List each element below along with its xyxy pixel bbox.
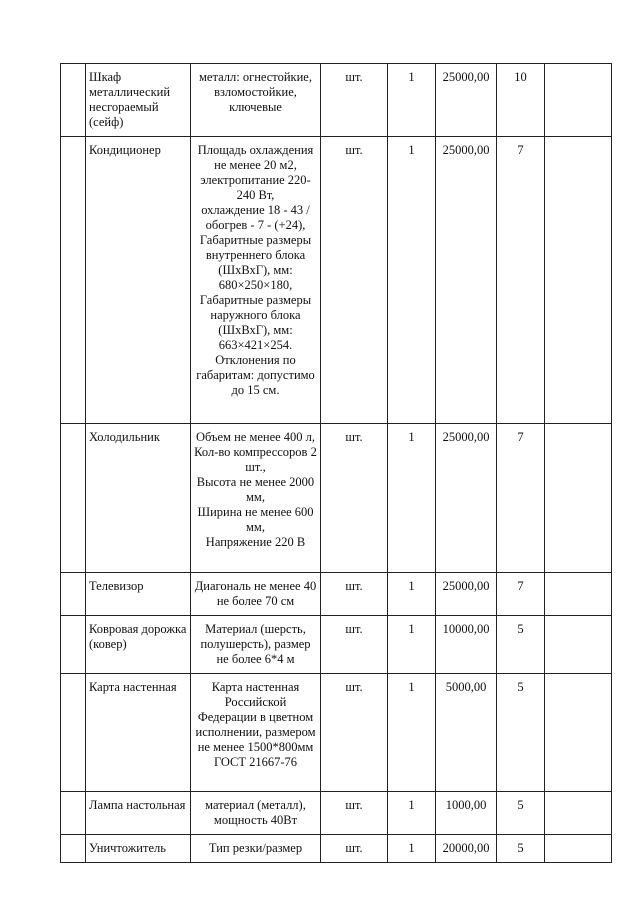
item-extra <box>545 424 612 573</box>
item-term: 7 <box>497 137 545 424</box>
table-row <box>61 835 612 863</box>
item-extra <box>545 616 612 674</box>
item-name: Ковровая дорожка (ковер) <box>86 616 191 674</box>
item-description: Тип резки/размер <box>191 835 321 863</box>
item-name: Кондиционер <box>86 137 191 424</box>
row-number <box>61 64 86 137</box>
item-unit: шт. <box>321 792 388 835</box>
table-row <box>61 616 612 674</box>
item-name: Холодильник <box>86 424 191 573</box>
table-row <box>61 424 612 573</box>
item-unit: шт. <box>321 137 388 424</box>
item-name: Уничтожитель <box>86 835 191 863</box>
row-number <box>61 674 86 792</box>
item-extra <box>545 137 612 424</box>
table-row <box>61 64 612 137</box>
item-name: Карта настенная <box>86 674 191 792</box>
item-term: 5 <box>497 616 545 674</box>
item-term: 7 <box>497 424 545 573</box>
item-unit: шт. <box>321 573 388 616</box>
item-description: материал (металл), мощность 40Вт <box>191 792 321 835</box>
row-number <box>61 424 86 573</box>
row-number <box>61 835 86 863</box>
item-description: металл: огнестойкие, взломостойкие, ключевые <box>191 64 321 137</box>
specification-table <box>60 63 612 863</box>
item-quantity: 1 <box>388 424 436 573</box>
item-extra <box>545 573 612 616</box>
row-number <box>61 792 86 835</box>
item-extra <box>545 792 612 835</box>
item-price: 25000,00 <box>436 137 497 424</box>
item-unit: шт. <box>321 674 388 792</box>
item-extra <box>545 835 612 863</box>
item-term: 10 <box>497 64 545 137</box>
item-price: 25000,00 <box>436 424 497 573</box>
item-price: 25000,00 <box>436 64 497 137</box>
item-description: Объем не менее 400 л, Кол-во компрессоров 2 шт., Высота не менее 2000 мм, Ширина не менее 600 мм, Напряжение 220 В <box>191 424 321 573</box>
row-number <box>61 616 86 674</box>
item-quantity: 1 <box>388 137 436 424</box>
item-price: 20000,00 <box>436 835 497 863</box>
item-extra <box>545 64 612 137</box>
row-number <box>61 137 86 424</box>
item-price: 1000,00 <box>436 792 497 835</box>
item-term: 5 <box>497 835 545 863</box>
item-quantity: 1 <box>388 674 436 792</box>
item-unit: шт. <box>321 64 388 137</box>
item-quantity: 1 <box>388 573 436 616</box>
table-row <box>61 674 612 792</box>
table-row <box>61 573 612 616</box>
item-name: Лампа настольная <box>86 792 191 835</box>
item-description: Площадь охлаждения не менее 20 м2, электропитание 220-240 Вт, охлаждение 18 - 43 / обогрев - 7 - (+24), Габаритные размеры внутреннего блока (ШхВхГ), мм: 680×250×180, Габаритные размеры наружного блока (ШхВхГ), мм: 663×421×254. Отклонения по габаритам: допустимо до 15 см. <box>191 137 321 424</box>
table-row <box>61 137 612 424</box>
item-extra <box>545 674 612 792</box>
row-number <box>61 573 86 616</box>
item-name: Шкаф металлический несгораемый (сейф) <box>86 64 191 137</box>
item-term: 7 <box>497 573 545 616</box>
item-description: Диагональ не менее 40 не более 70 см <box>191 573 321 616</box>
item-quantity: 1 <box>388 616 436 674</box>
table-row <box>61 792 612 835</box>
item-description: Материал (шерсть, полушерсть), размер не более 6*4 м <box>191 616 321 674</box>
item-description: Карта настенная Российской Федерации в цветном исполнении, размером не менее 1500*800мм ГОСТ 21667-76 <box>191 674 321 792</box>
item-quantity: 1 <box>388 64 436 137</box>
item-price: 25000,00 <box>436 573 497 616</box>
item-quantity: 1 <box>388 792 436 835</box>
item-unit: шт. <box>321 424 388 573</box>
item-term: 5 <box>497 674 545 792</box>
item-price: 10000,00 <box>436 616 497 674</box>
item-unit: шт. <box>321 835 388 863</box>
item-unit: шт. <box>321 616 388 674</box>
item-quantity: 1 <box>388 835 436 863</box>
item-term: 5 <box>497 792 545 835</box>
item-name: Телевизор <box>86 573 191 616</box>
item-price: 5000,00 <box>436 674 497 792</box>
